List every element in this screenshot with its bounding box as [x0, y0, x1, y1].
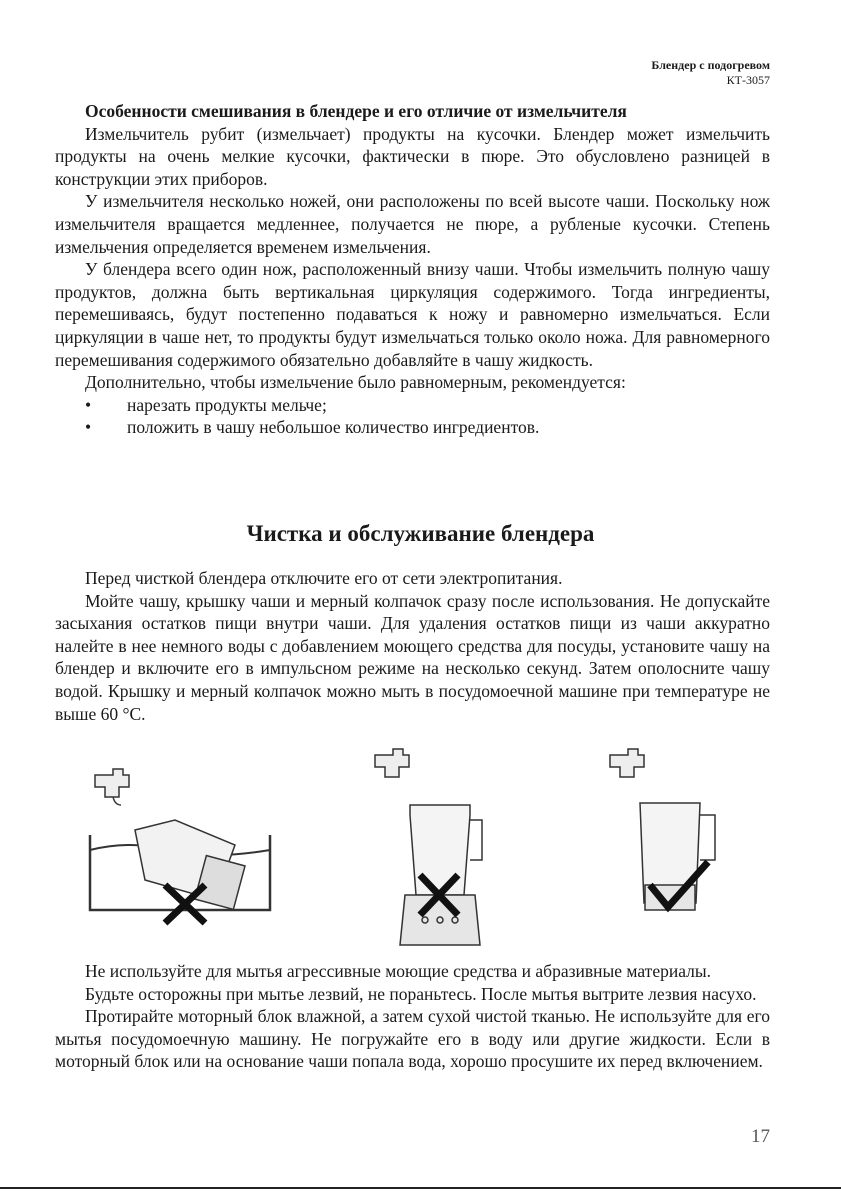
- paragraph: Протирайте моторный блок влажной, а затем сухой чистой тканью. Не используйте для его мытья посудомоечную машину. Не погружайте его в воду или другие жидкости. Если в моторный блок или на основание чаши попала вода, хорошо просушите их перед включением.: [55, 1006, 770, 1072]
- paragraph: Дополнительно, чтобы измельчение было равномерным, рекомендуется:: [85, 372, 626, 393]
- paragraph: У блендера всего один нож, расположенный внизу чаши. Чтобы измельчить полную чашу продуктов, должна быть вертикальная циркуляция содержимого. Тогда ингредиенты, перемешиваясь, будут постепенно подаваться к ножу и равномерно измельчаться. Если циркуляции в чаше нет, то продукты будут измельчаться только около ножа. Для равномерного перемешивания содержимого обязательно добавляйте в чашу жидкость.: [55, 259, 770, 370]
- cleaning-illustrations: [80, 735, 780, 955]
- list-item-text: положить в чашу небольшое количество ингредиентов.: [127, 417, 540, 438]
- list-item: • положить в чашу небольшое количество ингредиентов.: [85, 417, 540, 438]
- page-number: 17: [751, 1126, 770, 1147]
- section-cleaning-continued: [55, 960, 770, 1073]
- list-item: • нарезать продукты мельче;: [85, 394, 327, 415]
- section-title: Чистка и обслуживание блендера: [246, 521, 595, 546]
- paragraph: Перед чисткой блендера отключите его от сети электропитания.: [85, 568, 563, 588]
- paragraph: Будьте осторожны при мытье лезвий, не пораньтесь. После мытья вытрите лезвия насухо.: [85, 983, 757, 1004]
- paragraph: Измельчитель рубит (измельчает) продукты на кусочки. Блендер может измельчить продукты на очень мелкие кусочки, фактически в пюре. Это обусловлено разницей в конструкции этих приборов.: [55, 123, 770, 189]
- recommendation-list: [55, 394, 770, 439]
- section-blending-features: [55, 100, 770, 439]
- section-heading: Особенности смешивания в блендере и его отличие от измельчителя: [85, 101, 627, 121]
- section-cleaning: [55, 567, 770, 725]
- paragraph: Не используйте для мытья агрессивные моющие средства и абразивные материалы.: [85, 961, 711, 981]
- header-model-code: КТ-3057: [726, 73, 770, 87]
- tap-jug-only-illustration: [605, 735, 745, 925]
- paragraph: Мойте чашу, крышку чаши и мерный колпачок сразу после использования. Не допускайте засыхания остатков пищи внутри чаши. Для удаления остатков пищи из чаши аккуратно налейте в нее немного воды с добавлением моющего средства для посуды, установите чашу на блендер и включите его в импульсном режиме на несколько секунд. Затем ополосните чашу водой. Крышку и мерный колпачок можно мыть в посудомоечной машине при температуре не выше 60 °C.: [55, 590, 770, 724]
- list-item-text: нарезать продукты мельче;: [127, 394, 327, 415]
- page-header: [651, 58, 770, 88]
- immersed-base-illustration: [80, 735, 280, 935]
- paragraph: У измельчителя несколько ножей, они расположены по всей высоте чаши. Поскольку нож измельчителя вращается медленнее, получается не пюре, а рубленые кусочки. Степень измельчения определяется временем измельчения.: [55, 191, 770, 257]
- tap-full-blender-illustration: [370, 735, 510, 950]
- page-bottom-rule: [0, 1187, 841, 1189]
- header-product-name: Блендер с подогревом: [651, 58, 770, 72]
